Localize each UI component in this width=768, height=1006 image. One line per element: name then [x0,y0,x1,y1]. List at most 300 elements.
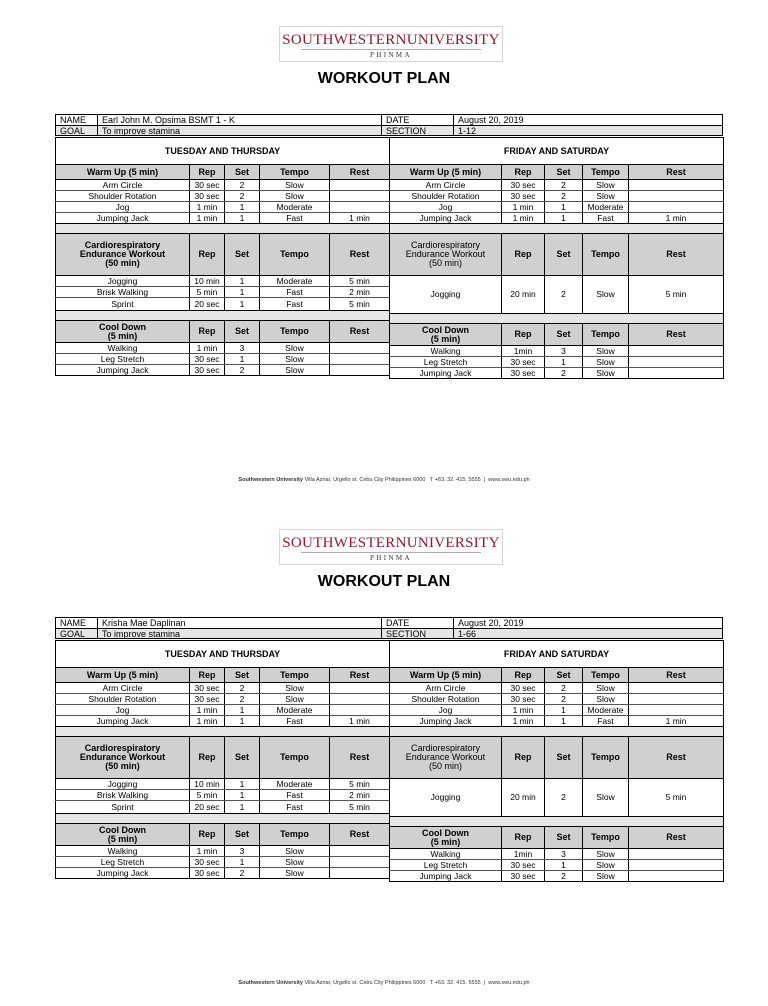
exercise-row [390,368,724,379]
rep-value: 1 min [190,213,225,224]
workout-plan-page [0,503,768,1006]
spacer-row [390,314,724,324]
footer-org: Southwestern University [238,477,303,483]
set-value: 2 [545,180,583,191]
exercise-name: Jog [56,705,190,716]
rest-value: 5 min [330,276,390,287]
footer-address: Villa Aznar, Urgello st. Cebu City Philippines 6000 [304,477,426,483]
set-value: 3 [545,849,583,860]
exercise-row [56,180,390,191]
rest-value [629,368,724,379]
logo-wordmark: SOUTHWESTERNUNIVERSITY [282,32,500,48]
right-schedule-table [389,137,724,379]
cooldown-label-2: (5 min) [430,836,461,847]
exercise-row [56,801,390,814]
rest-value [330,868,390,879]
rest-value: 5 min [330,298,390,311]
set-value: 1 [545,357,583,368]
section-label [390,165,502,180]
cardio-label-2: Endurance Workout [79,752,166,762]
rep-value: 30 sec [502,191,545,202]
rep-value: 1 min [190,705,225,716]
tempo-value: Moderate [260,779,330,790]
exercise-name: Jumping Jack [56,213,190,224]
tempo-value: Moderate [583,202,629,213]
exercise-row [390,180,724,191]
set-value: 2 [545,191,583,202]
exercise-row [390,705,724,716]
rep-value: 10 min [190,276,225,287]
exercise-name: Arm Circle [390,683,502,694]
rep-value: 30 sec [502,860,545,871]
rep-value: 20 sec [190,298,225,311]
set-value: 1 [225,801,260,814]
tempo-value: Fast [260,790,330,801]
set-value: 2 [545,368,583,379]
cardio-label-3: (50 min) [428,258,462,268]
tempo-value: Slow [583,683,629,694]
exercise-row [390,779,724,817]
set-value: 3 [225,343,260,354]
set-value: 1 [225,705,260,716]
column-header-row [390,234,724,276]
rest-value [330,857,390,868]
exercise-name: Leg Stretch [56,857,190,868]
exercise-row [56,191,390,202]
tempo-value: Fast [260,801,330,814]
tempo-header: Tempo [260,165,330,180]
set-value: 2 [225,191,260,202]
set-header: Set [225,234,260,276]
cardio-label-1: Cardiorespiratory [84,743,161,753]
rest-value [330,705,390,716]
section-label [390,827,502,849]
spacer-row [390,224,724,234]
warmup-label: Warm Up (5 min) [409,669,482,680]
footer-web: www.swu.edu.ph [488,980,530,986]
tempo-header: Tempo [583,827,629,849]
tempo-header: Tempo [260,234,330,276]
tempo-value: Slow [260,868,330,879]
set-header: Set [225,321,260,343]
rep-value: 30 sec [502,683,545,694]
rep-value: 1 min [190,846,225,857]
tempo-value: Slow [260,180,330,191]
student-info [55,114,723,137]
section-label [390,668,502,683]
tempo-value: Fast [260,213,330,224]
tempo-header: Tempo [583,165,629,180]
tempo-value: Slow [583,346,629,357]
rep-value: 30 sec [502,357,545,368]
rest-value [629,683,724,694]
set-header: Set [225,165,260,180]
rest-value [330,354,390,365]
rep-value: 20 min [502,276,545,314]
set-header: Set [545,668,583,683]
goal-value: To improve stamina [97,125,381,136]
spacer-row [56,224,390,234]
set-value: 1 [545,705,583,716]
rep-value: 30 sec [190,694,225,705]
footer-phone: T +63. 32. 415. 5555 [429,980,481,986]
exercise-row [56,683,390,694]
rest-value: 1 min [330,716,390,727]
rep-value: 30 sec [502,871,545,882]
tempo-value: Moderate [260,202,330,213]
column-header-row [390,165,724,180]
column-header-row [56,321,390,343]
exercise-name: Leg Stretch [390,860,502,871]
set-header: Set [545,234,583,276]
tempo-value: Slow [583,191,629,202]
logo-subtitle: PHINMA [369,554,412,562]
exercise-name: Walking [390,849,502,860]
rest-header: Rest [629,324,724,346]
set-header: Set [225,668,260,683]
rest-header: Rest [330,321,390,343]
set-header: Set [225,737,260,779]
warmup-label: Warm Up (5 min) [86,166,159,177]
column-header-row [390,827,724,849]
tempo-header: Tempo [583,234,629,276]
set-value: 2 [225,868,260,879]
cooldown-label-2: (5 min) [430,333,461,344]
exercise-row [56,213,390,224]
rest-value [629,860,724,871]
rep-header: Rep [502,668,545,683]
rest-value [629,180,724,191]
tempo-value: Moderate [260,705,330,716]
exercise-name: Jog [56,202,190,213]
rest-header: Rest [629,668,724,683]
set-value: 1 [225,202,260,213]
left-schedule-table [55,137,390,376]
exercise-name: Walking [390,346,502,357]
cardio-label-3: (50 min) [428,761,462,771]
rep-value: 30 sec [502,694,545,705]
rest-header: Rest [330,824,390,846]
right-schedule-table [389,640,724,882]
student-info [55,617,723,640]
tempo-value: Fast [260,298,330,311]
set-value: 1 [225,716,260,727]
exercise-name: Jog [390,705,502,716]
set-value: 2 [225,694,260,705]
set-value: 2 [545,694,583,705]
rep-header: Rep [502,234,545,276]
exercise-name: Shoulder Rotation [390,191,502,202]
footer-phone: T +63. 32. 415. 5555 [429,477,481,483]
set-value: 1 [545,716,583,727]
tempo-value: Slow [583,368,629,379]
day-heading: TUESDAY AND THURSDAY [56,641,390,668]
tempo-header: Tempo [260,737,330,779]
exercise-name: Jumping Jack [390,716,502,727]
exercise-row [56,202,390,213]
rest-value [330,343,390,354]
rep-header: Rep [190,668,225,683]
left-schedule-table [55,640,390,879]
rest-header: Rest [629,234,724,276]
name-label: NAME [55,114,97,125]
footer-web: www.swu.edu.ph [488,477,530,483]
spacer-row [56,814,390,824]
rest-value [330,694,390,705]
tempo-value: Slow [260,694,330,705]
exercise-name: Brisk Walking [56,790,190,801]
exercise-row [390,683,724,694]
set-value: 2 [545,276,583,314]
rep-value: 30 sec [190,868,225,879]
exercise-row [390,849,724,860]
rest-value: 1 min [330,213,390,224]
column-header-row [56,737,390,779]
page-title: WORKOUT PLAN [317,70,451,87]
goal-label: GOAL [55,628,97,639]
rest-header: Rest [330,165,390,180]
rest-value: 2 min [330,790,390,801]
rep-value: 30 sec [190,857,225,868]
rep-header: Rep [502,737,545,779]
rep-value: 1 min [190,343,225,354]
exercise-row [390,213,724,224]
goal-label: GOAL [55,125,97,136]
rep-value: 1min [502,849,545,860]
rep-header: Rep [190,165,225,180]
set-header: Set [545,737,583,779]
tempo-value: Slow [583,180,629,191]
tempo-header: Tempo [260,321,330,343]
exercise-name: Leg Stretch [390,357,502,368]
exercise-name: Shoulder Rotation [390,694,502,705]
rep-value: 1 min [502,716,545,727]
tempo-value: Slow [260,354,330,365]
section-label [390,737,502,779]
tempo-value: Slow [583,357,629,368]
rest-value [330,683,390,694]
exercise-name: Jumping Jack [390,213,502,224]
exercise-name: Jumping Jack [56,365,190,376]
set-value: 2 [225,180,260,191]
date-label: DATE [381,114,453,125]
footer-address: Villa Aznar, Urgello st. Cebu City Philippines 6000 [304,980,426,986]
exercise-row [56,365,390,376]
cardio-label-1: Cardiorespiratory [410,743,481,753]
column-header-row [56,668,390,683]
rep-header: Rep [502,165,545,180]
rep-value: 30 sec [190,191,225,202]
cooldown-label-2: (5 min) [107,330,138,341]
exercise-name: Arm Circle [56,180,190,191]
name-label: NAME [55,617,97,628]
exercise-name: Brisk Walking [56,287,190,298]
logo-subtitle: PHINMA [369,51,412,59]
rest-value [629,871,724,882]
rest-header: Rest [629,737,724,779]
set-value: 1 [225,276,260,287]
rest-value: 5 min [330,779,390,790]
section-label [56,737,190,779]
cooldown-label-1: Cool Down [422,827,469,838]
section-label: SECTION [381,125,453,136]
rep-value: 1 min [502,213,545,224]
rep-value: 5 min [190,790,225,801]
exercise-name: Shoulder Rotation [56,191,190,202]
rep-value: 30 sec [190,683,225,694]
exercise-row [390,346,724,357]
column-header-row [56,824,390,846]
rest-value [629,357,724,368]
exercise-name: Walking [56,343,190,354]
set-value: 1 [545,213,583,224]
tempo-value: Fast [260,287,330,298]
set-value: 1 [225,298,260,311]
exercise-name: Jog [390,202,502,213]
cardio-label-2: Endurance Workout [79,249,166,259]
cardio-label-1: Cardiorespiratory [84,240,161,250]
tempo-value: Slow [583,860,629,871]
exercise-row [390,276,724,314]
exercise-name: Jumping Jack [56,868,190,879]
tempo-header: Tempo [260,824,330,846]
goal-value: To improve stamina [97,628,381,639]
spacer-row [390,727,724,737]
section-label [390,324,502,346]
logo-wordmark: SOUTHWESTERNUNIVERSITY [282,535,500,551]
set-header: Set [225,824,260,846]
tempo-value: Fast [583,716,629,727]
rest-value [330,202,390,213]
rest-value: 5 min [629,779,724,817]
date-value: August 20, 2019 [453,617,723,628]
rep-value: 10 min [190,779,225,790]
exercise-row [56,287,390,298]
tempo-value: Fast [260,716,330,727]
set-value: 3 [545,346,583,357]
section-value: 1-12 [453,125,723,136]
tempo-value: Slow [260,191,330,202]
rep-value: 1min [502,346,545,357]
section-label [56,321,190,343]
exercise-row [56,354,390,365]
footer-org: Southwestern University [238,980,303,986]
rest-value [330,191,390,202]
exercise-name: Jumping Jack [390,871,502,882]
tempo-header: Tempo [583,737,629,779]
rep-value: 30 sec [190,365,225,376]
cardio-label-3: (50 min) [105,761,140,771]
tempo-value: Fast [583,213,629,224]
page-title: WORKOUT PLAN [317,573,451,590]
tempo-value: Moderate [583,705,629,716]
cardio-label-2: Endurance Workout [405,752,486,762]
spacer-row [56,727,390,737]
warmup-label: Warm Up (5 min) [86,669,159,680]
set-value: 1 [225,354,260,365]
day-heading: TUESDAY AND THURSDAY [56,138,390,165]
rep-value: 1 min [190,716,225,727]
set-value: 1 [225,779,260,790]
tempo-value: Moderate [260,276,330,287]
day-heading: FRIDAY AND SATURDAY [390,641,724,668]
tempo-header: Tempo [583,668,629,683]
exercise-row [56,298,390,311]
tempo-header: Tempo [583,324,629,346]
rest-value: 5 min [330,801,390,814]
exercise-row [390,202,724,213]
rep-header: Rep [190,321,225,343]
tempo-value: Slow [583,849,629,860]
set-value: 2 [225,683,260,694]
tempo-value: Slow [583,779,629,817]
exercise-name: Arm Circle [56,683,190,694]
exercise-name: Shoulder Rotation [56,694,190,705]
rep-header: Rep [502,827,545,849]
rest-header: Rest [629,827,724,849]
exercise-row [56,857,390,868]
rep-value: 1 min [190,202,225,213]
exercise-row [56,846,390,857]
column-header-row [390,668,724,683]
tempo-header: Tempo [260,668,330,683]
set-value: 3 [225,846,260,857]
day-heading: FRIDAY AND SATURDAY [390,138,724,165]
rep-header: Rep [190,824,225,846]
exercise-row [390,357,724,368]
rep-value: 1 min [502,202,545,213]
section-value: 1-66 [453,628,723,639]
set-value: 2 [545,871,583,882]
rest-value: 2 min [330,287,390,298]
rest-value [629,191,724,202]
date-label: DATE [381,617,453,628]
exercise-row [390,871,724,882]
exercise-row [56,694,390,705]
exercise-name: Jumping Jack [56,716,190,727]
cooldown-label-1: Cool Down [99,824,146,835]
rep-value: 5 min [190,287,225,298]
tempo-value: Slow [583,694,629,705]
rep-value: 30 sec [502,180,545,191]
set-header: Set [545,827,583,849]
cooldown-label-1: Cool Down [99,321,146,332]
exercise-row [56,868,390,879]
section-label [390,234,502,276]
rest-header: Rest [330,737,390,779]
university-logo [279,26,503,62]
set-header: Set [545,324,583,346]
exercise-row [390,860,724,871]
rep-header: Rep [502,324,545,346]
rest-value [330,846,390,857]
cardio-label-2: Endurance Workout [405,249,486,259]
exercise-name: Sprint [56,801,190,814]
set-value: 2 [545,779,583,817]
rest-value [629,705,724,716]
rest-value [330,365,390,376]
section-label [56,234,190,276]
tempo-value: Slow [583,871,629,882]
tempo-value: Slow [583,276,629,314]
section-label: SECTION [381,628,453,639]
exercise-row [390,716,724,727]
exercise-name: Jogging [390,276,502,314]
tempo-value: Slow [260,365,330,376]
rep-value: 30 sec [502,368,545,379]
exercise-row [56,276,390,287]
rep-value: 20 min [502,779,545,817]
